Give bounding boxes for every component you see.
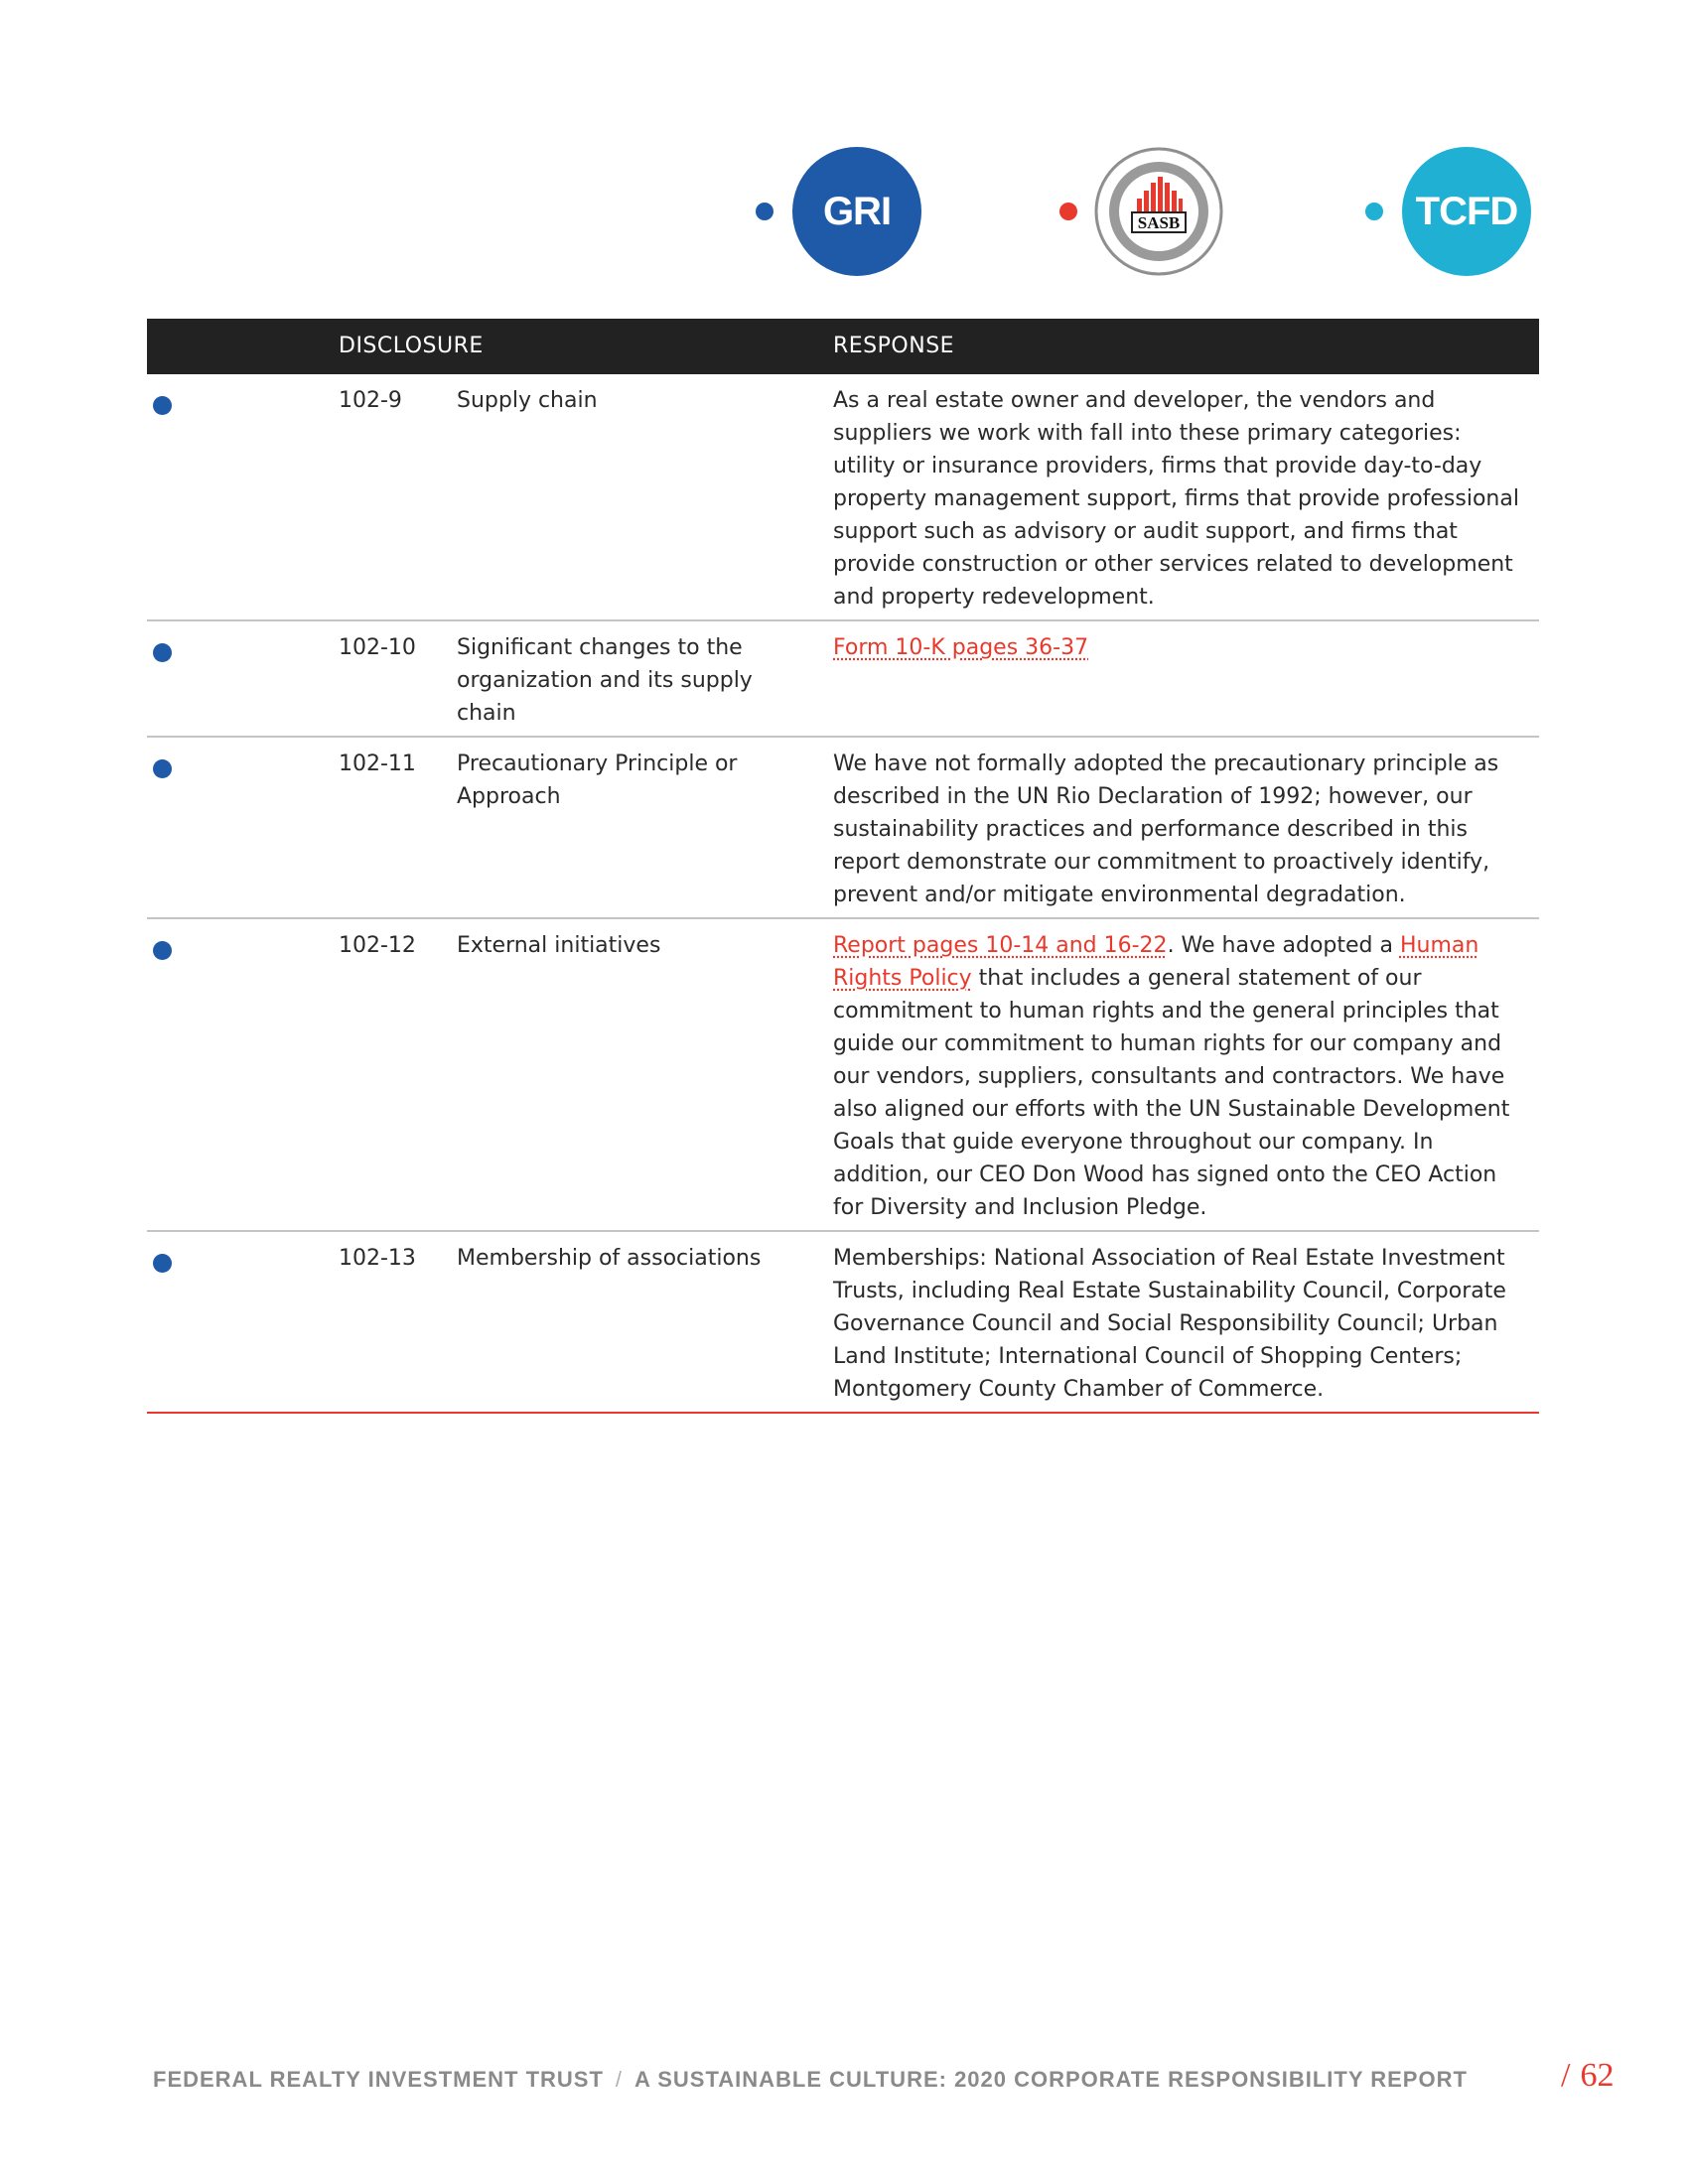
- disclosure-response: We have not formally adopted the precautionary principle as described in the UN Rio Declaration of 1992; however, our sustainability practices and performance described in this report demonstrate our commitment to proactively identify, prevent and/or mitigate environmental degradation.: [833, 751, 1499, 907]
- sasb-bullet-icon: [1059, 203, 1077, 220]
- gri-disclosure-table: [147, 319, 1539, 1414]
- header-response: RESPONSE: [833, 334, 955, 358]
- table-row: [147, 374, 1539, 621]
- disclosure-response: [833, 621, 1528, 736]
- disclosure-response: Memberships: National Association of Real Estate Investment Trusts, including Real Estate Sustainability Council, Corporate Governance Council and Social Responsibility Council; Urban Land Institute; International Council of Shopping Centers; Montgomery County Chamber of Commerce.: [833, 1246, 1506, 1402]
- page-number-value: 62: [1580, 2057, 1615, 2094]
- disclosure-code: 102-12: [339, 933, 416, 958]
- gri-bullet-icon: [153, 941, 172, 960]
- table-row: [147, 1232, 1539, 1414]
- table-row: [147, 621, 1539, 738]
- response-text: that includes a general statement of our commitment to human rights and the general principles that guide our commitment to human rights for our company and our vendors, suppliers, consultants and contractors. We have also aligned our efforts with the UN Sustainable Development Goals that guide everyone throughout our company. In addition, our CEO Don Wood has signed onto the CEO Action for Diversity and Inclusion Pledge.: [833, 966, 1510, 1220]
- table-row: [147, 738, 1539, 919]
- page-number: [1561, 2057, 1614, 2095]
- disclosure-code: 102-10: [339, 635, 416, 660]
- page-slash: /: [1561, 2057, 1571, 2094]
- gri-bullet-icon: [756, 203, 774, 220]
- gri-bullet-icon: [153, 396, 172, 415]
- sasb-label: SASB: [1137, 213, 1181, 232]
- disclosure-title: External initiatives: [457, 933, 661, 958]
- disclosure-code: 102-11: [339, 751, 416, 776]
- disclosure-title: Membership of associations: [457, 1246, 762, 1271]
- table-header: [147, 319, 1539, 374]
- disclosure-response: As a real estate owner and developer, the vendors and suppliers we work with fall into these primary categories: utility or insurance providers, firms that provide day-to-day property management support, firms that provide professional support such as advisory or audit support, and firms that provide construction or other services related to development and property redevelopment.: [833, 388, 1519, 610]
- sasb-logo: [1094, 147, 1223, 276]
- response-text: . We have adopted a: [1167, 933, 1400, 958]
- gri-bullet-icon: [153, 759, 172, 778]
- header-disclosure: DISCLOSURE: [339, 334, 484, 358]
- form-10k-link[interactable]: Form 10-K pages 36-37: [833, 635, 1089, 660]
- disclosure-code: 102-9: [339, 388, 402, 413]
- tcfd-logo: TCFD: [1402, 147, 1531, 276]
- footer-separator: /: [615, 2067, 624, 2092]
- gri-bullet-icon: [153, 1254, 172, 1273]
- gri-logo: GRI: [792, 147, 921, 276]
- page-footer: [153, 2067, 1468, 2093]
- disclosure-response: [833, 919, 1528, 1230]
- human-rights-policy-link[interactable]: Human Rights Policy: [833, 933, 1479, 991]
- disclosure-title: Supply chain: [457, 388, 598, 413]
- table-row: [147, 919, 1539, 1232]
- gri-bullet-icon: [153, 643, 172, 662]
- footer-org: FEDERAL REALTY INVESTMENT TRUST: [153, 2067, 604, 2092]
- framework-legend: [0, 147, 1688, 276]
- sasb-seal-icon: [1094, 147, 1223, 276]
- disclosure-title: Significant changes to the organization and its supply chain: [457, 635, 753, 726]
- report-pages-link[interactable]: Report pages 10-14 and 16-22: [833, 933, 1168, 958]
- disclosure-code: 102-13: [339, 1246, 416, 1271]
- footer-report-title: A SUSTAINABLE CULTURE: 2020 CORPORATE RESPONSIBILITY REPORT: [634, 2067, 1468, 2092]
- tcfd-bullet-icon: [1365, 203, 1383, 220]
- disclosure-title: Precautionary Principle or Approach: [457, 751, 738, 809]
